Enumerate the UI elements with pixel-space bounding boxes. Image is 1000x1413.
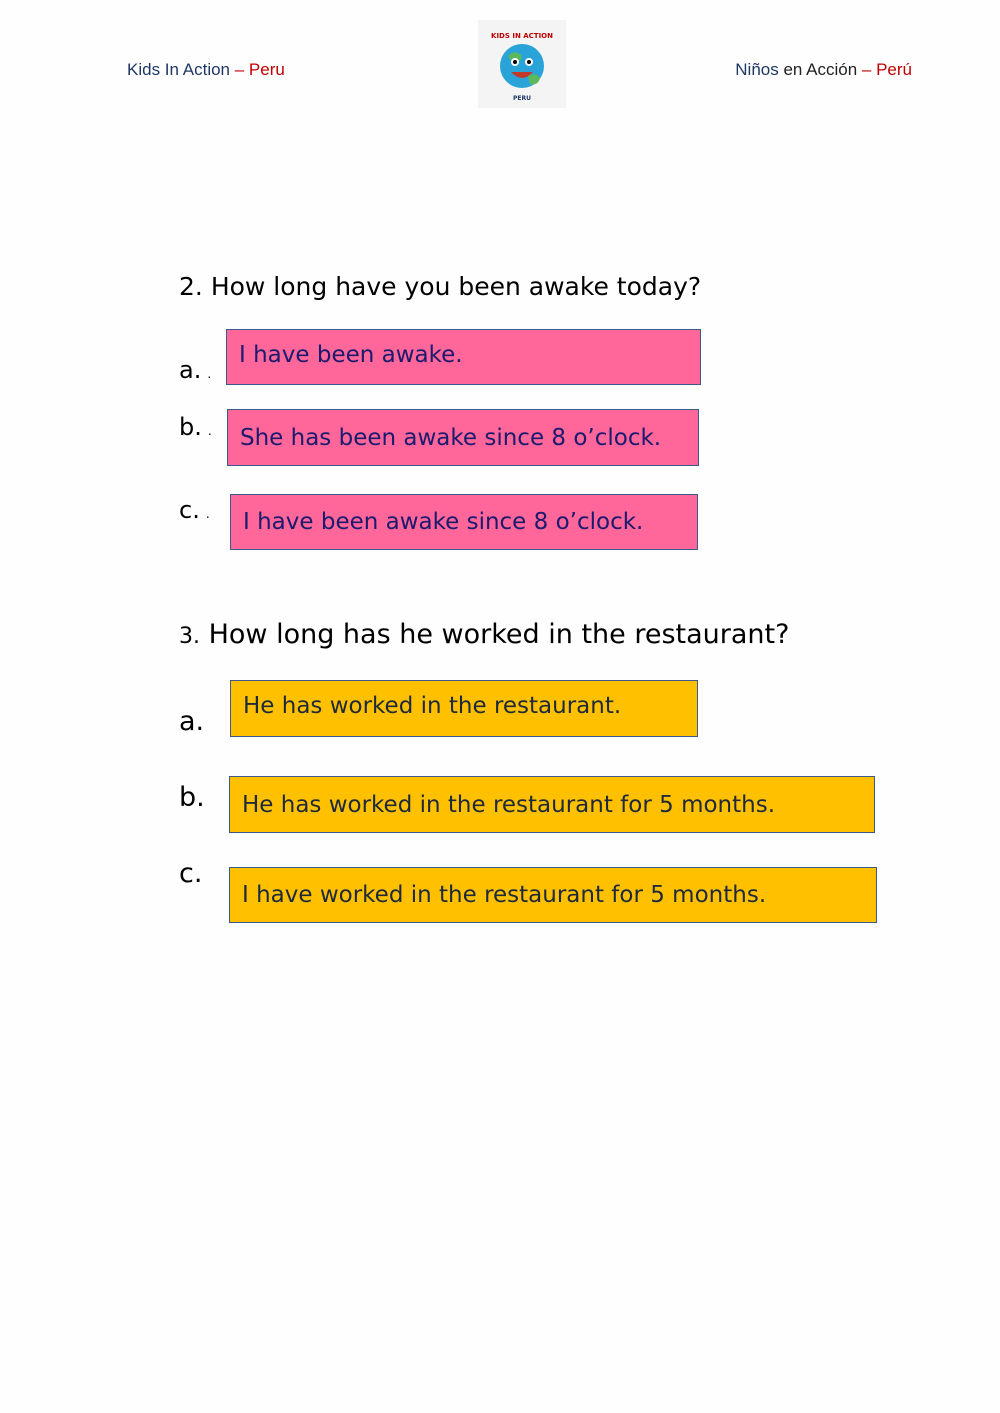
option-letter-b: b. . bbox=[179, 413, 212, 441]
question-number: 2. bbox=[179, 272, 203, 301]
logo-bottom-text: PERU bbox=[513, 95, 531, 102]
question-text: How long have you been awake today? bbox=[210, 272, 702, 301]
answer-option[interactable] bbox=[227, 409, 699, 466]
header-left-in-action: In Action bbox=[160, 60, 235, 79]
answer-option[interactable] bbox=[229, 867, 877, 923]
header-right-title bbox=[735, 60, 912, 80]
answer-option[interactable] bbox=[226, 329, 701, 385]
answer-option-text: I have been awake. bbox=[239, 342, 463, 368]
header-right-ninos: Niños bbox=[735, 60, 779, 79]
question-text: How long has he worked in the restaurant? bbox=[208, 619, 790, 650]
question-number: 3. bbox=[179, 624, 200, 649]
answer-option[interactable] bbox=[230, 494, 698, 550]
header-right-peru: – Perú bbox=[861, 60, 912, 79]
answer-option[interactable] bbox=[229, 776, 875, 833]
answer-option[interactable] bbox=[230, 680, 698, 737]
header-left-kids: Kids bbox=[127, 60, 161, 79]
option-letter-a: a. bbox=[179, 706, 205, 737]
option-letter-a: a. . bbox=[179, 356, 212, 384]
answer-option-text: I have worked in the restaurant for 5 months. bbox=[242, 882, 767, 908]
smiling-globe-icon bbox=[478, 20, 566, 108]
answer-option-text: She has been awake since 8 o’clock. bbox=[240, 424, 662, 451]
option-letter-b: b. bbox=[179, 782, 205, 813]
answer-option-text: He has worked in the restaurant. bbox=[243, 693, 622, 719]
header-right-en-accion: en Acción bbox=[778, 60, 862, 79]
question-2 bbox=[179, 272, 701, 301]
answer-option-text: He has worked in the restaurant for 5 months. bbox=[242, 791, 776, 818]
header-left-peru: – Peru bbox=[234, 60, 285, 79]
option-letter-c: c. bbox=[179, 858, 203, 889]
option-letter-c: c. . bbox=[179, 496, 210, 524]
header-left-title bbox=[127, 60, 285, 80]
answer-option-text: I have been awake since 8 o’clock. bbox=[243, 509, 644, 535]
logo-top-text: KIDS IN ACTION bbox=[491, 32, 553, 40]
question-3 bbox=[179, 619, 789, 650]
